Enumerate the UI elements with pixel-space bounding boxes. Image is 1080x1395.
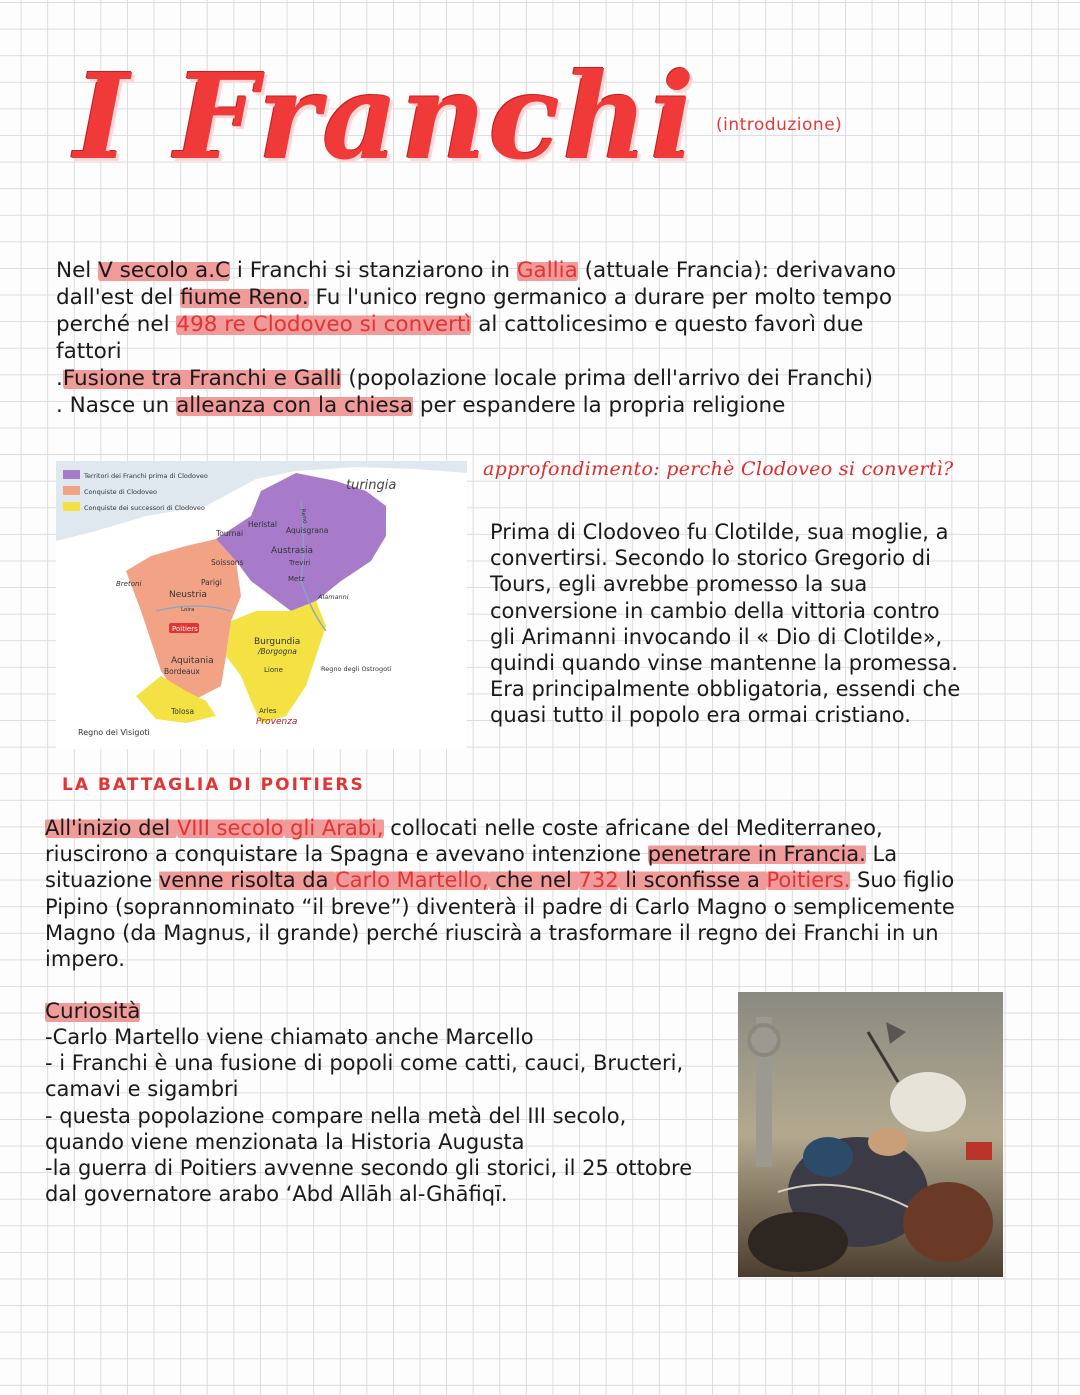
- text-segment: gli Arabi,: [283, 816, 384, 840]
- curiosity-title: Curiosità: [45, 999, 141, 1024]
- text-segment: La: [865, 842, 898, 867]
- map-label-provenza: Provenza: [256, 717, 298, 727]
- map-label-treviri: Treviri: [289, 559, 311, 567]
- text-segment: Pipino (soprannominato “il breve”) diventerà il padre di Carlo Magno o semplicemente: [45, 894, 955, 919]
- text-segment: venne risolta da: [158, 868, 336, 893]
- intro-line: [56, 338, 1046, 365]
- text-segment: al cattolicesimo e questo favorì due: [471, 312, 864, 337]
- text-segment: Fusione tra Franchi e Galli: [62, 366, 342, 391]
- text-segment: (popolazione locale prima dell'arrivo dei Franchi): [341, 366, 873, 391]
- map-label-borgogna: /Borgogna: [258, 647, 297, 656]
- text-segment: perché nel: [56, 312, 177, 337]
- text-segment: situazione: [45, 868, 159, 893]
- map-label-arles: Arles: [259, 707, 277, 715]
- text-segment: impero.: [45, 947, 125, 972]
- map-label-tournai: Tournai: [216, 529, 244, 538]
- legend-swatch-yellow: [63, 502, 80, 511]
- battle-line: [45, 815, 1055, 841]
- text-segment: fattori: [56, 339, 122, 364]
- aside-paragraph: [490, 519, 1050, 729]
- page-title: I Franchi: [74, 47, 697, 186]
- map-label-metz: Metz: [288, 575, 305, 583]
- battle-line: [45, 894, 1055, 920]
- map-label-tolosa: Tolosa: [171, 707, 195, 716]
- map-label-soissons: Soissons: [211, 558, 244, 567]
- text-segment: Nel: [56, 258, 99, 283]
- legend-swatch-purple: [63, 470, 80, 479]
- map-label-alamanni: Alamanni: [318, 593, 349, 601]
- map-label-aquisgrana: Aquisgrana: [286, 526, 329, 535]
- text-segment: penetrare in Francia.: [647, 842, 866, 867]
- curiosity-item: quando viene menzionata la Historia Augusta: [45, 1129, 525, 1154]
- curiosity-item: - i Franchi è una fusione di popoli come catti, cauci, Bructeri,: [45, 1051, 684, 1076]
- page-subtitle: (introduzione): [716, 115, 843, 135]
- aside-line: quasi tutto il popolo era ormai cristiano.: [490, 703, 911, 728]
- curiosity-title-wrap: [45, 998, 140, 1025]
- battle-line: [45, 867, 1055, 893]
- text-segment: Magno (da Magnus, il grande) perché riuscirà a trasformare il regno dei Franchi in un: [45, 920, 939, 945]
- aside-line: convertirsi. Secondo lo storico Gregorio di: [490, 546, 931, 571]
- map-label-burgundia: Burgundia: [254, 637, 301, 647]
- map-label-bretoni: Bretoni: [116, 580, 142, 588]
- curiosity-item: dal governatore arabo ‘Abd Allāh al-Ghāfiqī.: [45, 1182, 508, 1207]
- battle-paragraph: [45, 815, 1055, 972]
- text-segment: All'inizio del: [45, 816, 177, 840]
- map-label-loira: Loira: [181, 607, 195, 613]
- curiosity-item: -Carlo Martello viene chiamato anche Marcello: [45, 1025, 534, 1049]
- intro-line: [56, 311, 1046, 338]
- map-label-aquitania: Aquitania: [171, 656, 214, 666]
- aside-line: Prima di Clodoveo fu Clotilde, sua moglie, a: [490, 520, 949, 544]
- intro-line: [56, 257, 1046, 284]
- map-label-austrasia: Austrasia: [271, 546, 313, 556]
- text-segment: 498 re Clodoveo si convertì: [176, 312, 472, 337]
- text-segment: V secolo a.C: [98, 258, 231, 283]
- legend-label: Conquiste di Clodoveo: [84, 488, 157, 496]
- text-segment: dall'est del: [56, 285, 181, 310]
- map-label-bordeaux: Bordeaux: [164, 667, 200, 676]
- text-segment: Gallia: [516, 258, 578, 283]
- battle-line: [45, 920, 1055, 946]
- intro-line: [56, 284, 1046, 311]
- curiosity-item: camavi e sigambri: [45, 1077, 239, 1102]
- text-segment: li sconfisse a: [618, 868, 767, 893]
- curiosity-item: -la guerra di Poitiers avvenne secondo gli storici, il 25 ottobre: [45, 1156, 693, 1181]
- map-label-poitiers: Poitiers: [172, 625, 198, 633]
- map-of-frankish-kingdom: [56, 461, 467, 749]
- curiosity-item: - questa popolazione compare nella metà del III secolo,: [45, 1103, 627, 1128]
- map-label-ostrogoti: Regno degli Ostrogoti: [321, 665, 392, 673]
- intro-paragraph: [56, 257, 1046, 419]
- aside-line: Era principalmente obbligatoria, essendi che: [490, 677, 961, 702]
- text-segment: VIII secolo: [176, 816, 284, 840]
- text-segment: (attuale Francia): derivavano: [577, 258, 897, 283]
- map-label-neustria: Neustria: [169, 590, 207, 600]
- aside-line: Tours, egli avrebbe promesso la sua: [490, 572, 868, 597]
- aside-line: gli Arimanni invocando il « Dio di Clotilde»,: [490, 624, 943, 649]
- battle-painting-image: [738, 992, 1003, 1277]
- map-label-turingia: turingia: [346, 478, 397, 493]
- text-segment: Poitiers.: [766, 868, 851, 893]
- text-segment: alleanza con la chiesa: [176, 393, 413, 418]
- text-segment: collocati nelle coste africane del Mediterraneo,: [383, 816, 883, 840]
- text-segment: riuscirono a conquistare la Spagna e avevano intenzione: [45, 842, 648, 867]
- map-graphic: [56, 461, 467, 749]
- text-segment: . Nasce un: [56, 393, 177, 418]
- aside-title: approfondimento: perchè Clodoveo si convertì?: [483, 458, 954, 480]
- intro-line: [56, 392, 1046, 419]
- map-label-heristal: Heristal: [248, 520, 277, 529]
- aside-line: quindi quando vinse mantenne la promessa.: [490, 651, 958, 676]
- map-label-reno: Reno: [299, 508, 309, 525]
- text-segment: fiume Reno.: [180, 285, 309, 310]
- text-segment: Carlo Martello,: [335, 868, 489, 893]
- battle-line: [45, 946, 1055, 972]
- map-label-lione: Lione: [264, 666, 283, 674]
- legend-label: Conquiste dei successori di Clodoveo: [84, 504, 205, 512]
- painting-graphic: [738, 992, 1003, 1277]
- text-segment: Fu l'unico regno germanico a durare per molto tempo: [308, 285, 892, 310]
- text-segment: Suo figlio: [850, 868, 955, 893]
- battle-line: [45, 841, 1055, 867]
- map-label-parigi: Parigi: [201, 578, 222, 587]
- aside-line: conversione in cambio della vittoria contro: [490, 598, 940, 623]
- text-segment: 732: [578, 868, 619, 893]
- curiosity-list: [45, 1024, 745, 1207]
- legend-swatch-salmon: [63, 486, 80, 495]
- intro-line: [56, 365, 1046, 392]
- map-label-visigoti: Regno dei Visigoti: [78, 728, 150, 737]
- battle-section-title: LA BATTAGLIA DI POITIERS: [62, 775, 365, 795]
- text-segment: .: [56, 366, 63, 391]
- text-segment: per espandere la propria religione: [413, 393, 786, 418]
- legend-label: Territori dei Franchi prima di Clodoveo: [84, 472, 208, 480]
- text-segment: che nel: [488, 868, 579, 893]
- text-segment: i Franchi si stanziarono in: [230, 258, 517, 283]
